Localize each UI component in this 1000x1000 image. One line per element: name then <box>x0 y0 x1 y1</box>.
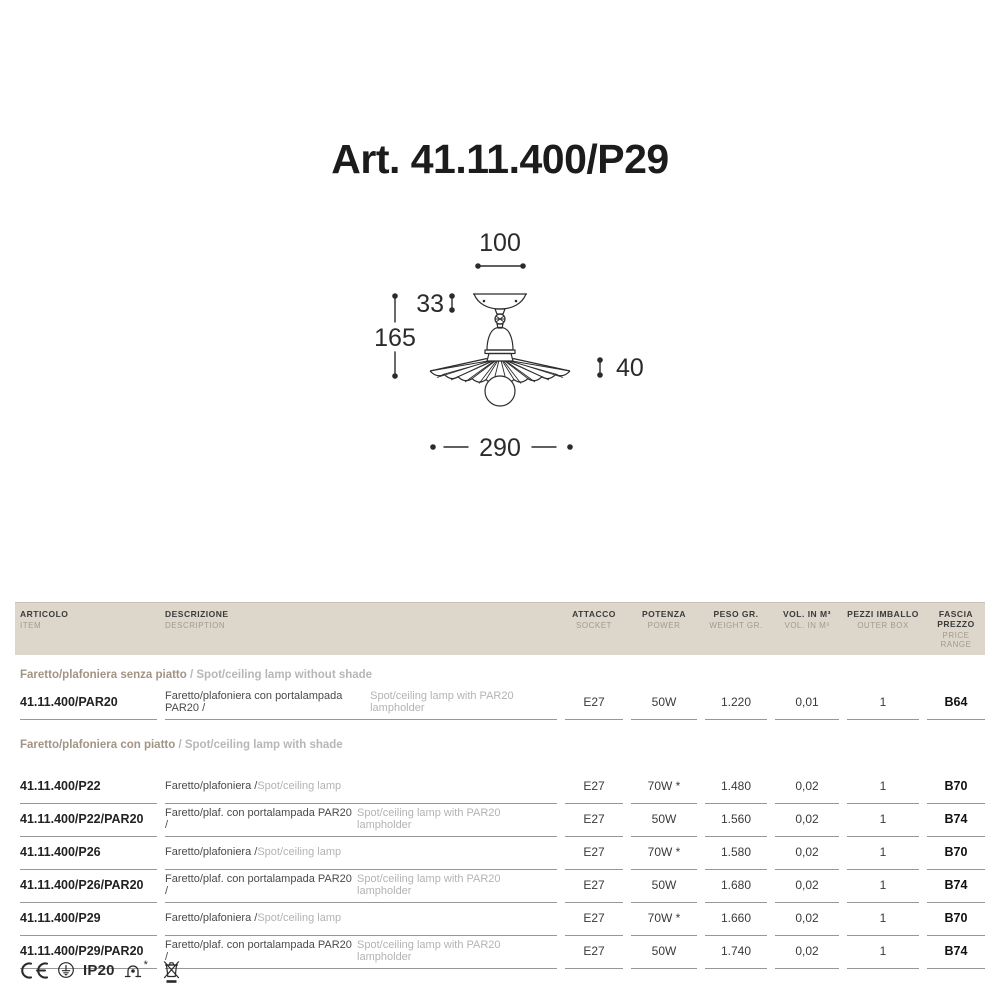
description-cell: Faretto/plaf. con portalampada PAR20 / Spot/ceiling lamp with PAR20 lampholder <box>165 869 557 903</box>
volume-value: 0,02 <box>775 902 839 936</box>
lamp-symbol-with-note <box>123 958 148 980</box>
article-number: 41.11.400/P26 <box>20 836 157 870</box>
socket-value: E27 <box>565 869 623 903</box>
socket-value: E27 <box>565 902 623 936</box>
bulb <box>485 376 515 406</box>
pieces-value: 1 <box>847 869 919 903</box>
article-number: 41.11.400/PAR20 <box>20 686 157 720</box>
volume-value: 0,02 <box>775 935 839 969</box>
table-row <box>15 869 985 902</box>
weight-value: 1.580 <box>705 836 767 870</box>
table-row <box>15 686 985 719</box>
price-range-value: B74 <box>927 935 985 969</box>
certification-icons <box>18 953 181 987</box>
col-header-fascia: FASCIA PREZZO PRICE RANGE <box>937 609 975 649</box>
power-value: 50W <box>631 869 697 903</box>
col-header-potenza: POTENZA POWER <box>641 609 687 630</box>
description-cell: Faretto/plafoniera / Spot/ceiling lamp <box>165 836 557 870</box>
lamp-symbol-icon <box>123 961 143 980</box>
price-range-value: B70 <box>927 836 985 870</box>
weight-value: 1.560 <box>705 803 767 837</box>
power-value: 50W <box>631 935 697 969</box>
power-value: 70W * <box>631 770 697 804</box>
pieces-value: 1 <box>847 902 919 936</box>
price-range-value: B74 <box>927 803 985 837</box>
col-header-attacco: ATTACCO SOCKET <box>572 609 616 630</box>
ball-knurling <box>495 316 505 322</box>
dim-label-33: 33 <box>416 290 444 318</box>
price-range-value: B74 <box>927 869 985 903</box>
canopy <box>474 294 526 309</box>
weight-value: 1.220 <box>705 686 767 720</box>
bell-holder <box>487 327 513 350</box>
volume-value: 0,02 <box>775 836 839 870</box>
lamp-technical-drawing <box>370 220 670 470</box>
price-range-value: B70 <box>927 902 985 936</box>
pieces-value: 1 <box>847 935 919 969</box>
power-value: 50W <box>631 803 697 837</box>
table-row <box>15 803 985 836</box>
ip-rating-label: IP20 <box>83 961 115 979</box>
socket-value: E27 <box>565 935 623 969</box>
canopy-screw <box>515 300 518 303</box>
pieces-value: 1 <box>847 803 919 837</box>
page-title: Art. 41.11.400/P29 <box>331 136 669 182</box>
weight-value: 1.660 <box>705 902 767 936</box>
table-row <box>15 836 985 869</box>
table-row <box>15 770 985 803</box>
description-cell: Faretto/plaf. con portalampada PAR20 / Spot/ceiling lamp with PAR20 lampholder <box>165 935 557 969</box>
section-heading-with-shade: Faretto/plafoniera con piatto / Spot/ceiling lamp with shade <box>20 739 343 751</box>
table-header-band <box>15 602 985 655</box>
socket-value: E27 <box>565 770 623 804</box>
power-value: 50W <box>631 686 697 720</box>
description-cell: Faretto/plafoniera / Spot/ceiling lamp <box>165 902 557 936</box>
col-header-peso: PESO GR. WEIGHT GR. <box>709 609 763 630</box>
socket-value: E27 <box>565 803 623 837</box>
class-i-earth-icon <box>57 961 75 979</box>
dim-label-165: 165 <box>374 324 416 352</box>
canopy-screw <box>483 300 486 303</box>
power-value: 70W * <box>631 836 697 870</box>
description-cell: Faretto/plafoniera / Spot/ceiling lamp <box>165 770 557 804</box>
article-number: 41.11.400/P22/PAR20 <box>20 803 157 837</box>
description-cell: Faretto/plafoniera con portalampada PAR20 / Spot/ceiling lamp with PAR20 lampholder <box>165 686 557 720</box>
article-number: 41.11.400/P29 <box>20 902 157 936</box>
weight-value: 1.740 <box>705 935 767 969</box>
power-value: 70W * <box>631 902 697 936</box>
volume-value: 0,01 <box>775 686 839 720</box>
col-header-volume: VOL. IN M³ VOL. IN M³ <box>783 609 831 630</box>
specification-table <box>15 602 985 968</box>
weee-crossed-bin-icon <box>162 959 181 985</box>
col-header-articolo: ARTICOLO ITEM <box>20 609 69 630</box>
section-heading-without-shade: Faretto/plafoniera senza piatto / Spot/ceiling lamp without shade <box>20 668 373 681</box>
dim-label-40: 40 <box>616 354 644 382</box>
volume-value: 0,02 <box>775 770 839 804</box>
socket-value: E27 <box>565 686 623 720</box>
article-number: 41.11.400/P22 <box>20 770 157 804</box>
shade-hub <box>487 354 513 362</box>
volume-value: 0,02 <box>775 869 839 903</box>
volume-value: 0,02 <box>775 803 839 837</box>
weight-value: 1.680 <box>705 869 767 903</box>
socket-value: E27 <box>565 836 623 870</box>
description-cell: Faretto/plaf. con portalampada PAR20 / Spot/ceiling lamp with PAR20 lampholder <box>165 803 557 837</box>
price-range-value: B64 <box>927 686 985 720</box>
dimension-labels <box>374 229 644 462</box>
dim-label-100: 100 <box>479 229 521 257</box>
ce-mark-icon <box>18 961 49 980</box>
lamp-drawing-svg <box>370 220 670 470</box>
price-range-value: B70 <box>927 770 985 804</box>
lamp-note-asterisk: * <box>143 958 148 971</box>
table-row <box>15 902 985 935</box>
neck <box>495 309 505 314</box>
pieces-value: 1 <box>847 836 919 870</box>
article-number: 41.11.400/P29/PAR20 <box>20 935 157 969</box>
pieces-value: 1 <box>847 686 919 720</box>
dim-label-290: 290 <box>479 434 521 462</box>
col-header-descrizione: DESCRIZIONE DESCRIPTION <box>165 609 229 630</box>
col-header-pezzi: PEZZI IMBALLO OUTER BOX <box>847 609 919 630</box>
pieces-value: 1 <box>847 770 919 804</box>
article-number: 41.11.400/P26/PAR20 <box>20 869 157 903</box>
weight-value: 1.480 <box>705 770 767 804</box>
